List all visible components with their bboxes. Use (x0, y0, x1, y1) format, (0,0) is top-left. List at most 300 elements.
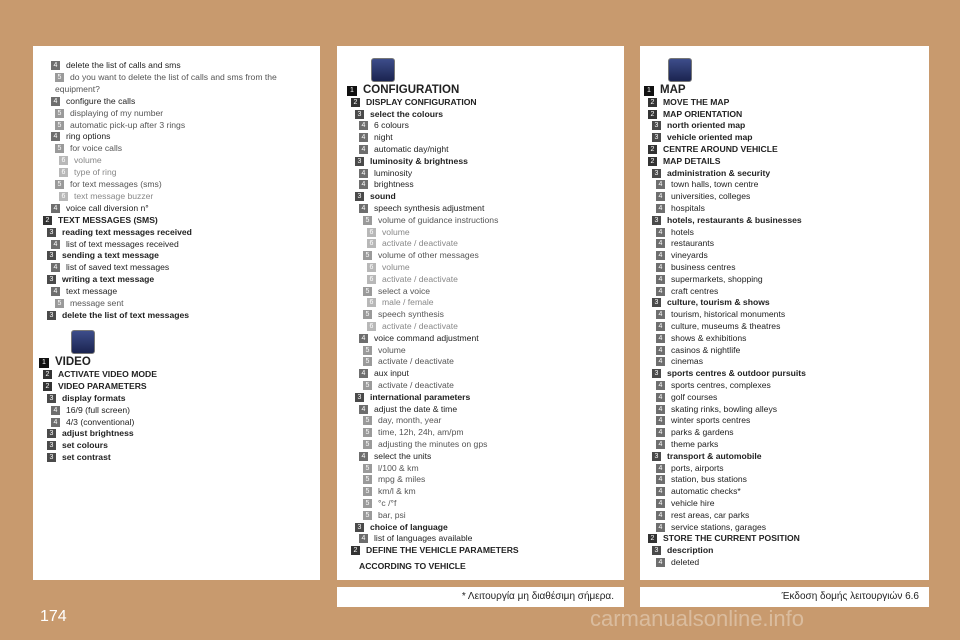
menu-item-label: international parameters (370, 391, 471, 402)
level-badge: 4 (359, 169, 368, 178)
menu-item-level-3 (47, 452, 111, 463)
level-badge: 4 (359, 334, 368, 343)
level-badge: 4 (656, 204, 665, 213)
level-badge: 3 (47, 275, 56, 284)
menu-item-level-5 (55, 120, 185, 131)
menu-item-level-4 (656, 179, 758, 190)
level-badge: 4 (359, 204, 368, 213)
menu-item-label: equipment? (55, 83, 100, 94)
menu-item-label: 16/9 (full screen) (66, 404, 131, 415)
menu-item-level-4 (359, 144, 449, 155)
menu-item-label: time, 12h, 24h, am/pm (378, 427, 464, 438)
menu-item-label: vehicle hire (671, 498, 715, 508)
menu-item-level-5 (363, 215, 498, 226)
menu-item-level-2 (351, 545, 519, 556)
menu-item-label: CONFIGURATION (363, 84, 460, 96)
menu-item-level-3 (652, 545, 713, 556)
menu-item-level-3 (355, 392, 470, 403)
menu-item-label: type of ring (74, 167, 117, 178)
menu-item-level-5 (363, 250, 479, 261)
menu-item-label: aux input (374, 368, 409, 379)
level-badge: 5 (55, 180, 64, 189)
left-column-panel (33, 46, 320, 580)
level-badge: 3 (355, 157, 364, 166)
level-badge: 5 (363, 440, 372, 449)
menu-item-label: business centres (671, 262, 736, 272)
level-badge: 4 (51, 240, 60, 249)
level-badge: 4 (656, 239, 665, 248)
level-badge: 4 (359, 133, 368, 142)
menu-item-level-5 (363, 356, 454, 367)
menu-item-level-3 (355, 191, 396, 202)
menu-item-level-4 (359, 179, 414, 190)
level-badge: 4 (51, 287, 60, 296)
level-badge: 3 (652, 133, 661, 142)
menu-item-label: MOVE THE MAP (663, 96, 730, 107)
footnote-text: * Λειτουργία μη διαθέσιμη σήμερα. (461, 591, 614, 602)
menu-item-level-2 (43, 369, 157, 380)
menu-item-label: list of saved text messages (66, 262, 170, 273)
level-badge: 4 (656, 192, 665, 201)
menu-item-level-5 (363, 439, 487, 450)
menu-item-label: activate / deactivate (382, 238, 458, 249)
menu-item-level-3 (47, 440, 108, 451)
menu-item-level-6 (367, 274, 458, 285)
menu-item-label: for text messages (sms) (70, 179, 162, 189)
configuration-icon (371, 58, 395, 82)
menu-item-label: description (667, 545, 714, 556)
menu-item-label: adjust the date & time (374, 403, 458, 414)
level-badge: 3 (355, 192, 364, 201)
menu-item-label: administration & security (667, 167, 771, 178)
level-badge: 5 (363, 428, 372, 437)
menu-item-label: tourism, historical monuments (671, 309, 786, 320)
menu-item-label: ports, airports (671, 462, 724, 473)
menu-item-label: shows & exhibitions (671, 332, 747, 343)
level-badge: 3 (47, 251, 56, 260)
menu-item-label: sound (370, 191, 396, 202)
menu-item-label: universities, colleges (671, 191, 751, 202)
level-badge: 4 (656, 275, 665, 284)
level-badge: 1 (644, 86, 654, 96)
level-badge: 2 (43, 370, 52, 379)
menu-item-label: sending a text message (62, 250, 159, 261)
menu-item-label: 4/3 (conventional) (66, 416, 135, 427)
menu-item-level-4 (51, 60, 181, 71)
menu-item-label: set colours (62, 440, 108, 451)
level-badge: 3 (652, 298, 661, 307)
menu-item-label: vineyards (671, 250, 708, 261)
menu-item-level-4 (656, 380, 771, 391)
menu-item-level-4 (359, 168, 412, 179)
menu-item-label: displaying of my number (70, 107, 164, 118)
menu-item-level-4 (656, 463, 724, 474)
menu-item-level-3 (652, 215, 802, 226)
right-column-panel (640, 46, 929, 580)
level-badge: 4 (656, 346, 665, 355)
level-badge: 4 (656, 310, 665, 319)
menu-item-label: VIDEO (55, 356, 91, 368)
menu-item-level-5 (363, 463, 419, 474)
menu-item-label: theme parks (671, 439, 719, 449)
map-icon (668, 58, 692, 82)
level-badge: 4 (656, 464, 665, 473)
menu-item-label: brightness (374, 179, 414, 190)
menu-item-label: text message (66, 286, 118, 297)
level-badge: 2 (648, 534, 657, 543)
level-badge: 4 (656, 405, 665, 414)
menu-item-level-4 (51, 417, 134, 428)
menu-item-label: deleted (671, 557, 700, 567)
level-badge: 5 (363, 251, 372, 260)
menu-item-level-4 (51, 96, 135, 107)
version-bar (640, 587, 929, 607)
menu-item-label: mpg & miles (378, 474, 426, 485)
menu-item-label: male / female (382, 297, 434, 308)
level-badge: 4 (51, 204, 60, 213)
menu-item-level-5 (363, 286, 430, 297)
menu-item-level-4 (359, 451, 431, 462)
menu-item-level-4 (51, 286, 117, 297)
menu-item-level-3 (652, 120, 745, 131)
level-badge: 2 (351, 98, 360, 107)
menu-item-label: skating rinks, bowling alleys (671, 403, 778, 414)
level-badge: 6 (367, 228, 376, 237)
menu-item-level-4 (656, 262, 736, 273)
level-badge: 4 (656, 381, 665, 390)
footnote-bar (337, 587, 624, 607)
menu-item-level-4 (51, 239, 179, 250)
level-badge: 5 (363, 357, 372, 366)
menu-item-label: writing a text message (62, 274, 155, 285)
menu-item-label: ACTIVATE VIDEO MODE (58, 368, 157, 379)
menu-item-label: transport & automobile (667, 450, 762, 461)
menu-item-level-6 (367, 227, 410, 238)
menu-item-label: DEFINE THE VEHICLE PARAMETERS (366, 545, 519, 556)
level-badge: 4 (359, 369, 368, 378)
menu-item-label: MAP ORIENTATION (663, 108, 743, 119)
level-badge: 5 (363, 310, 372, 319)
level-badge: 4 (51, 61, 60, 70)
menu-item-label: select a voice (378, 285, 431, 296)
middle-column-panel (337, 46, 624, 580)
menu-item-level-4 (656, 439, 718, 450)
menu-item-label: sports centres, complexes (671, 380, 771, 390)
level-badge: 2 (648, 157, 657, 166)
level-badge: 4 (656, 416, 665, 425)
menu-item-label: day, month, year (378, 415, 442, 426)
level-badge: 4 (656, 393, 665, 402)
menu-item-label: activate / deactivate (382, 321, 458, 331)
menu-item-level-4 (656, 392, 717, 403)
menu-item-label: STORE THE CURRENT POSITION (663, 533, 800, 544)
menu-item-label: luminosity (374, 167, 413, 178)
menu-item-level-4 (359, 132, 393, 143)
level-badge: 4 (51, 97, 60, 106)
level-badge: 4 (51, 263, 60, 272)
level-badge: 5 (363, 416, 372, 425)
menu-item-label: culture, museums & theatres (671, 321, 781, 331)
level-badge: 3 (652, 546, 661, 555)
menu-item-label: culture, tourism & shows (667, 297, 770, 308)
menu-item-label: °c /°f (378, 498, 397, 508)
level-badge: 3 (652, 369, 661, 378)
menu-item-label: golf courses (671, 391, 718, 402)
menu-item-label: delete the list of text messages (62, 309, 190, 320)
level-badge: 6 (367, 275, 376, 284)
menu-item-label: station, bus stations (671, 474, 747, 485)
menu-item-level-6 (59, 191, 153, 202)
menu-item-label: north oriented map (667, 120, 746, 131)
menu-item-level-6 (367, 262, 410, 273)
level-badge: 3 (355, 393, 364, 402)
menu-item-level-4 (656, 415, 750, 426)
menu-item-level-2 (351, 97, 477, 108)
menu-item-label: restaurants (671, 238, 714, 249)
menu-item-label: MAP DETAILS (663, 155, 721, 166)
level-badge: 4 (359, 405, 368, 414)
menu-item-label: display formats (62, 392, 126, 403)
menu-item-label: voice command adjustment (374, 332, 479, 343)
menu-item-level-5 (55, 298, 124, 309)
menu-item-label: choice of language (370, 521, 448, 532)
level-badge: 3 (652, 169, 661, 178)
level-badge: 3 (47, 311, 56, 320)
menu-item-label: km/l & km (378, 486, 416, 497)
menu-item-level-4 (359, 533, 472, 544)
menu-item-label: sports centres & outdoor pursuits (667, 368, 806, 379)
level-badge: 6 (59, 156, 68, 165)
level-badge: 4 (656, 440, 665, 449)
watermark-text: carmanualsonline.info (590, 606, 805, 631)
level-badge: 3 (652, 121, 661, 130)
menu-item-label: supermarkets, shopping (671, 273, 763, 284)
level-badge: 2 (43, 382, 52, 391)
level-badge: 4 (656, 322, 665, 331)
menu-item-label: adjusting the minutes on gps (378, 439, 488, 449)
menu-item-label: cinemas (671, 356, 703, 367)
menu-item-level-3 (652, 168, 770, 179)
menu-item-level-5 (55, 143, 122, 154)
menu-item-level-3 (652, 297, 770, 308)
menu-item-label: list of text messages received (66, 238, 179, 249)
menu-item-level-4 (656, 321, 780, 332)
level-badge: 4 (656, 499, 665, 508)
level-badge: 5 (55, 144, 64, 153)
level-badge: 3 (47, 441, 56, 450)
video-icon (71, 330, 95, 354)
menu-item-level-4 (656, 309, 785, 320)
level-badge: 5 (363, 216, 372, 225)
level-badge: 4 (359, 452, 368, 461)
menu-item-label: speech synthesis adjustment (374, 203, 485, 213)
level-badge: 6 (367, 263, 376, 272)
menu-item-level-6 (367, 297, 434, 308)
menu-item-label: configure the calls (66, 95, 136, 106)
menu-item-level-1 (39, 357, 91, 368)
menu-item-level-4 (656, 333, 746, 344)
level-badge: 3 (47, 228, 56, 237)
menu-item-label: reading text messages received (62, 226, 192, 237)
menu-item-level-4 (359, 368, 409, 379)
level-badge: 4 (51, 132, 60, 141)
menu-item-level-4 (656, 227, 694, 238)
menu-item-level-5 (55, 179, 162, 190)
menu-item-level-2 (648, 156, 720, 167)
version-text: Έκδοση δομής λειτουργιών 6.6 (781, 591, 919, 602)
menu-item-level-2 (648, 109, 742, 120)
menu-item-label: volume of guidance instructions (378, 214, 499, 225)
menu-item-level-1 (644, 85, 686, 96)
menu-item-label: list of languages available (374, 533, 473, 544)
level-badge: 3 (355, 523, 364, 532)
menu-item-label: town halls, town centre (671, 179, 759, 190)
menu-item-level-2 (648, 533, 800, 544)
page-number: 174 (40, 608, 67, 625)
level-badge: 2 (648, 110, 657, 119)
menu-item-label: volume (378, 344, 406, 355)
level-badge: 5 (363, 381, 372, 390)
level-badge: 3 (47, 394, 56, 403)
level-badge: 4 (656, 511, 665, 520)
menu-item-label: l/100 & km (378, 462, 419, 473)
menu-item-level-4 (656, 427, 734, 438)
menu-item-level-3 (47, 227, 192, 238)
menu-item-label: voice call diversion n° (66, 202, 149, 213)
level-badge: 5 (363, 346, 372, 355)
menu-item-level-6 (59, 167, 117, 178)
menu-item-level-4 (656, 274, 763, 285)
menu-item-level-4 (656, 286, 718, 297)
menu-item-level-4 (656, 191, 750, 202)
menu-item-level-4 (656, 522, 766, 533)
menu-item-label: rest areas, car parks (671, 509, 750, 520)
menu-item-level-1 (347, 85, 459, 96)
menu-item-label: automatic day/night (374, 144, 449, 154)
level-badge: 5 (55, 121, 64, 130)
menu-item-level-3 (47, 310, 189, 321)
menu-item-label: activate / deactivate (378, 380, 454, 390)
level-badge: 4 (656, 251, 665, 260)
menu-item-level-4 (51, 203, 149, 214)
menu-item-level-3 (355, 522, 448, 533)
menu-item-label: volume (382, 262, 410, 272)
menu-item-label: speech synthesis (378, 309, 444, 320)
menu-item-label: volume (382, 226, 410, 237)
level-badge: 4 (656, 558, 665, 567)
level-badge: 4 (656, 428, 665, 437)
menu-item-label: automatic checks* (671, 486, 741, 497)
menu-item-label: select the colours (370, 108, 444, 119)
level-badge: 4 (656, 228, 665, 237)
level-badge: 6 (59, 168, 68, 177)
menu-item-level-6 (367, 238, 458, 249)
menu-item-level-3 (47, 428, 134, 439)
menu-item-level-5 (55, 108, 163, 119)
level-badge: 4 (51, 418, 60, 427)
menu-item-level-5 (55, 72, 277, 83)
menu-item-level-3 (652, 132, 753, 143)
menu-item-level-4 (656, 203, 705, 214)
level-badge: 4 (656, 263, 665, 272)
level-badge: 5 (55, 299, 64, 308)
level-badge: 2 (43, 216, 52, 225)
menu-item-level-2 (648, 97, 729, 108)
level-badge: 5 (363, 499, 372, 508)
menu-item-label: vehicle oriented map (667, 132, 753, 143)
vehicle-params-continuation: ACCORDING TO VEHICLE (359, 561, 466, 571)
menu-item-label: DISPLAY CONFIGURATION (366, 96, 477, 107)
menu-item-label: volume (74, 155, 102, 166)
menu-item-label: adjust brightness (62, 428, 134, 439)
menu-item-level-4 (656, 356, 703, 367)
menu-item-label: hotels, restaurants & businesses (667, 214, 802, 225)
level-badge: 3 (355, 110, 364, 119)
menu-item-level-3 (652, 368, 806, 379)
menu-item-label: activate / deactivate (382, 273, 458, 284)
menu-item-label: MAP (660, 84, 686, 96)
menu-item-level-4 (656, 474, 747, 485)
level-badge: 6 (367, 239, 376, 248)
menu-item-level-2 (648, 144, 778, 155)
menu-item-level-4 (359, 120, 409, 131)
menu-item-label: winter sports centres (671, 415, 751, 426)
menu-item-level-4 (656, 250, 708, 261)
menu-item-level-3 (355, 109, 443, 120)
menu-item-level-4 (359, 333, 479, 344)
menu-item-label: automatic pick-up after 3 rings (70, 119, 186, 130)
level-badge: 4 (359, 121, 368, 130)
level-badge: 3 (47, 453, 56, 462)
menu-item-level-5 (363, 345, 406, 356)
menu-item-level-3 (47, 250, 159, 261)
menu-item-label: craft centres (671, 285, 719, 296)
menu-item-label: bar, psi (378, 509, 406, 520)
menu-item-label: select the units (374, 450, 432, 461)
level-badge: 4 (656, 357, 665, 366)
level-badge: 5 (55, 109, 64, 118)
menu-item-label: hospitals (671, 203, 705, 213)
menu-item-label: text message buzzer (74, 190, 154, 201)
level-badge: 2 (648, 145, 657, 154)
menu-item-label: casinos & nightlife (671, 344, 741, 355)
level-badge: 1 (39, 358, 49, 368)
menu-item-level-6 (59, 155, 102, 166)
level-badge: 4 (51, 406, 60, 415)
menu-item-level-cont (55, 84, 100, 95)
menu-item-label: do you want to delete the list of calls and sms from the (70, 71, 277, 82)
menu-item-label: delete the list of calls and sms (66, 60, 181, 70)
level-badge: 3 (652, 216, 661, 225)
menu-item-label: hotels (671, 226, 694, 237)
level-badge: 4 (656, 487, 665, 496)
level-badge: 5 (55, 73, 64, 82)
menu-item-level-3 (652, 451, 762, 462)
menu-item-label: service stations, garages (671, 521, 767, 532)
menu-item-label: message sent (70, 298, 124, 308)
menu-item-level-5 (363, 427, 464, 438)
menu-item-level-4 (51, 131, 110, 142)
menu-item-level-5 (363, 415, 441, 426)
level-badge: 3 (652, 452, 661, 461)
menu-item-level-3 (355, 156, 468, 167)
level-badge: 4 (656, 334, 665, 343)
menu-item-level-4 (51, 405, 130, 416)
menu-item-label: VIDEO PARAMETERS (58, 380, 147, 391)
menu-item-level-5 (363, 486, 416, 497)
menu-item-label: set contrast (62, 452, 111, 463)
level-badge: 4 (359, 180, 368, 189)
